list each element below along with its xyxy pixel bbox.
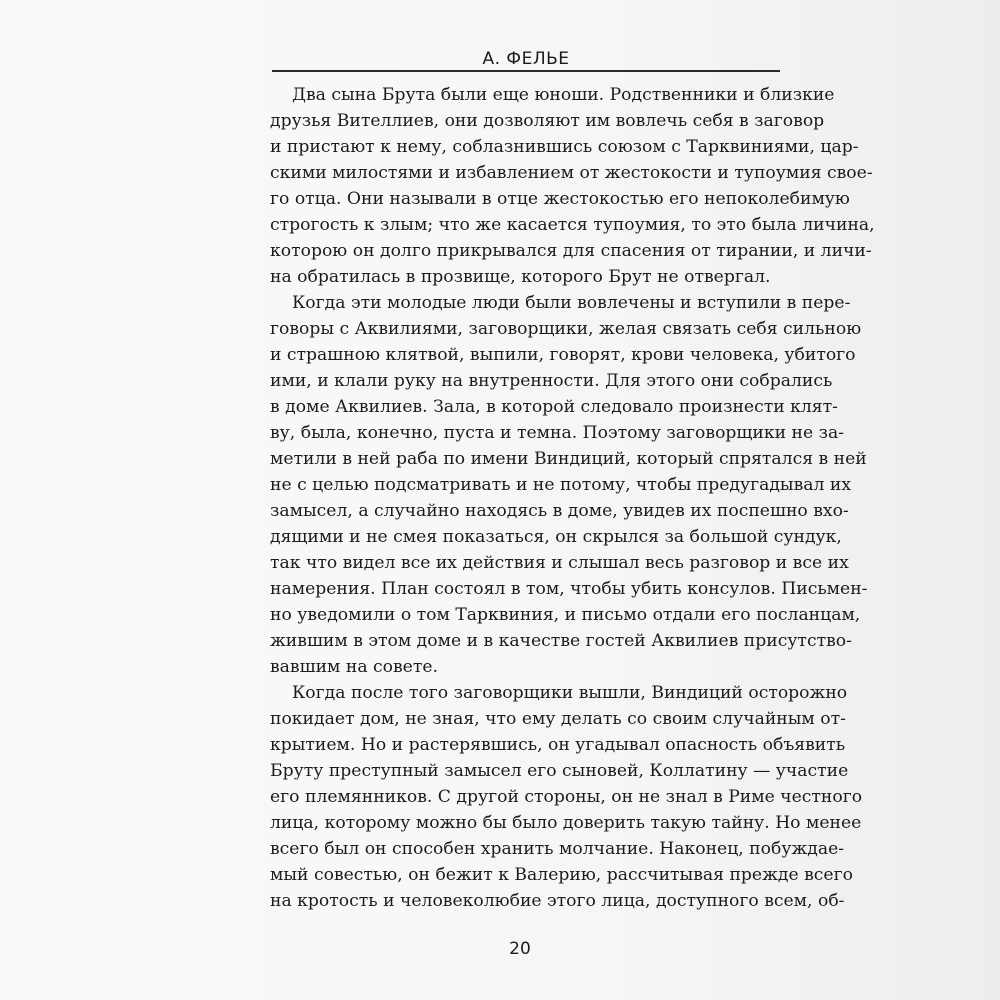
text-line: покидает дом, не зная, что ему делать со своим случайным от- — [270, 709, 846, 729]
text-line: на кротость и человеколюбие этого лица, доступного всем, об- — [270, 891, 845, 911]
body-text — [270, 82, 875, 914]
header-rule — [272, 70, 780, 72]
text-line: которою он долго прикрывался для спасения от тирании, и личи- — [270, 241, 872, 261]
text-line: всего был он способен хранить молчание. Наконец, побуждае- — [270, 839, 845, 859]
text-line: и страшною клятвой, выпили, говорят, крови человека, убитого — [270, 345, 856, 365]
text-line: его племянников. С другой стороны, он не знал в Риме честного — [270, 787, 863, 807]
running-header — [272, 46, 780, 72]
text-line: Два сына Брута были еще юноши. Родственники и близкие — [292, 85, 835, 105]
text-line: метили в ней раба по имени Виндиций, который спрятался в ней — [270, 449, 867, 469]
text-line: дящими и не смея показаться, он скрылся за большой сундук, — [270, 527, 842, 547]
text-line: говоры с Аквилиями, заговорщики, желая связать себя сильною — [270, 319, 862, 339]
text-line: друзья Вителлиев, они дозволяют им вовлечь себя в заговор — [270, 111, 825, 131]
text-line: жившим в этом доме и в качестве гостей Аквилиев присутство- — [270, 631, 852, 651]
text-line: но уведомили о том Тарквиния, и письмо отдали его посланцам, — [270, 605, 861, 625]
paragraph — [270, 82, 875, 290]
text-line: и пристают к нему, соблазнившись союзом с Тарквиниями, цар- — [270, 137, 859, 157]
text-line: замысел, а случайно находясь в доме, увидев их поспешно вхо- — [270, 501, 849, 521]
text-line: ими, и клали руку на внутренности. Для этого они собрались — [270, 371, 833, 391]
text-line: крытием. Но и растерявшись, он угадывал опасность объявить — [270, 735, 846, 755]
text-line: го отца. Они называли в отце жестокостью его непоколебимую — [270, 189, 850, 209]
text-line: строгость к злым; что же касается тупоумия, то это была личина, — [270, 215, 875, 235]
header-author: А. ФЕЛЬЕ — [482, 49, 570, 69]
text-line: мый совестью, он бежит к Валерию, рассчитывая прежде всего — [270, 865, 853, 885]
text-line: на обратилась в прозвище, которого Брут не отвергал. — [270, 267, 771, 287]
text-line: вавшим на совете. — [270, 657, 438, 677]
text-line: Когда после того заговорщики вышли, Виндиций осторожно — [292, 683, 848, 703]
text-line: лица, которому можно бы было доверить такую тайну. Но менее — [270, 813, 862, 833]
text-line: Бруту преступный замысел его сыновей, Коллатину — участие — [270, 761, 849, 781]
text-line: так что видел все их действия и слышал весь разговор и все их — [270, 553, 849, 573]
text-line: ву, была, конечно, пуста и темна. Поэтому заговорщики не за- — [270, 423, 845, 443]
page-number: 20 — [509, 939, 531, 959]
text-line: скими милостями и избавлением от жестокости и тупоумия свое- — [270, 163, 873, 183]
text-line: в доме Аквилиев. Зала, в которой следовало произнести клят- — [270, 397, 838, 417]
paragraph — [270, 680, 863, 914]
text-line: намерения. План состоял в том, чтобы убить консулов. Письмен- — [270, 579, 868, 599]
text-line: Когда эти молодые люди были вовлечены и вступили в пере- — [292, 293, 851, 313]
text-line: не с целью подсматривать и не потому, чтобы предугадывал их — [270, 475, 852, 495]
paragraph — [270, 290, 868, 680]
